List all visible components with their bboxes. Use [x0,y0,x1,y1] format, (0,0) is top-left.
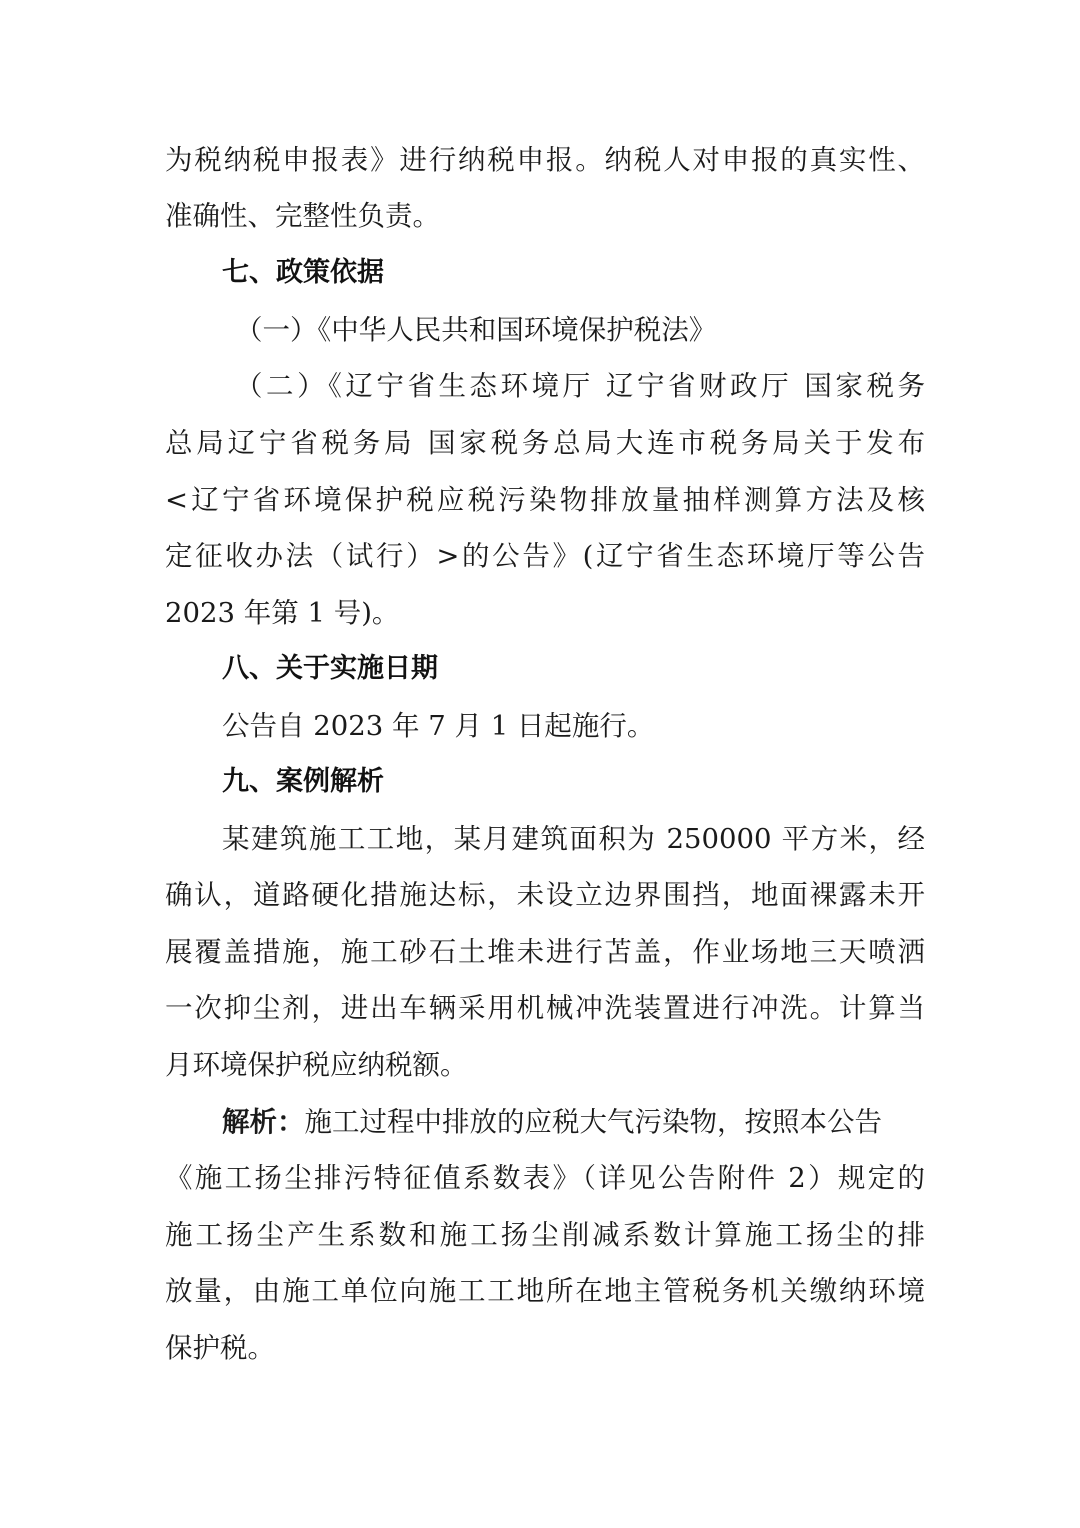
case-line: 月环境保护税应纳税额。 [165,1049,468,1081]
policy-item-1: （一）《中华人民共和国环境保护税法》 [235,314,717,346]
policy-item-2-line: <辽宁省环境保护税应税污染物排放量抽样测算方法及核 [165,484,925,516]
case-line: 展覆盖措施，施工砂石土堆未进行苫盖，作业场地三天喷洒 [165,936,925,968]
case-line: 一次抑尘剂，进出车辆采用机械冲洗装置进行冲洗。计算当 [165,992,925,1024]
case-line: 确认，道路硬化措施达标，未设立边界围挡，地面裸露未开 [165,879,925,911]
case-line: 某建筑施工工地，某月建筑面积为 250000 平方米，经 [222,823,925,855]
paragraph-line: 为税纳税申报表》进行纳税申报。纳税人对申报的真实性、 [165,144,925,176]
analysis-line: 施工扬尘产生系数和施工扬尘削减系数计算施工扬尘的排 [165,1219,925,1251]
section-heading-case-analysis: 九、案例解析 [222,766,384,797]
analysis-line: 保护税。 [165,1332,275,1364]
policy-item-2-line: 2023 年第 1 号)。 [165,597,400,629]
paragraph-line: 准确性、完整性负责。 [165,200,440,232]
policy-item-2-line: 总局辽宁省税务局 国家税务总局大连市税务局关于发布 [165,427,925,459]
analysis-line-1 [222,1102,925,1142]
section-heading-effective-date: 八、关于实施日期 [222,653,438,684]
policy-item-2-line: 定征收办法（试行）>的公告》(辽宁省生态环境厅等公告 [165,540,925,572]
analysis-line: 放量，由施工单位向施工工地所在地主管税务机关缴纳环境 [165,1275,925,1307]
analysis-label: 解析： [222,1106,305,1138]
effective-date-text: 公告自 2023 年 7 月 1 日起施行。 [222,710,655,742]
policy-item-2-line: （二）《辽宁省生态环境厅 辽宁省财政厅 国家税务 [235,370,925,402]
analysis-text: 施工过程中排放的应税大气污染物，按照本公告 [304,1106,882,1138]
section-heading-policy-basis: 七、政策依据 [222,257,384,288]
analysis-line: 《施工扬尘排污特征值系数表》（详见公告附件 2）规定的 [165,1162,925,1194]
